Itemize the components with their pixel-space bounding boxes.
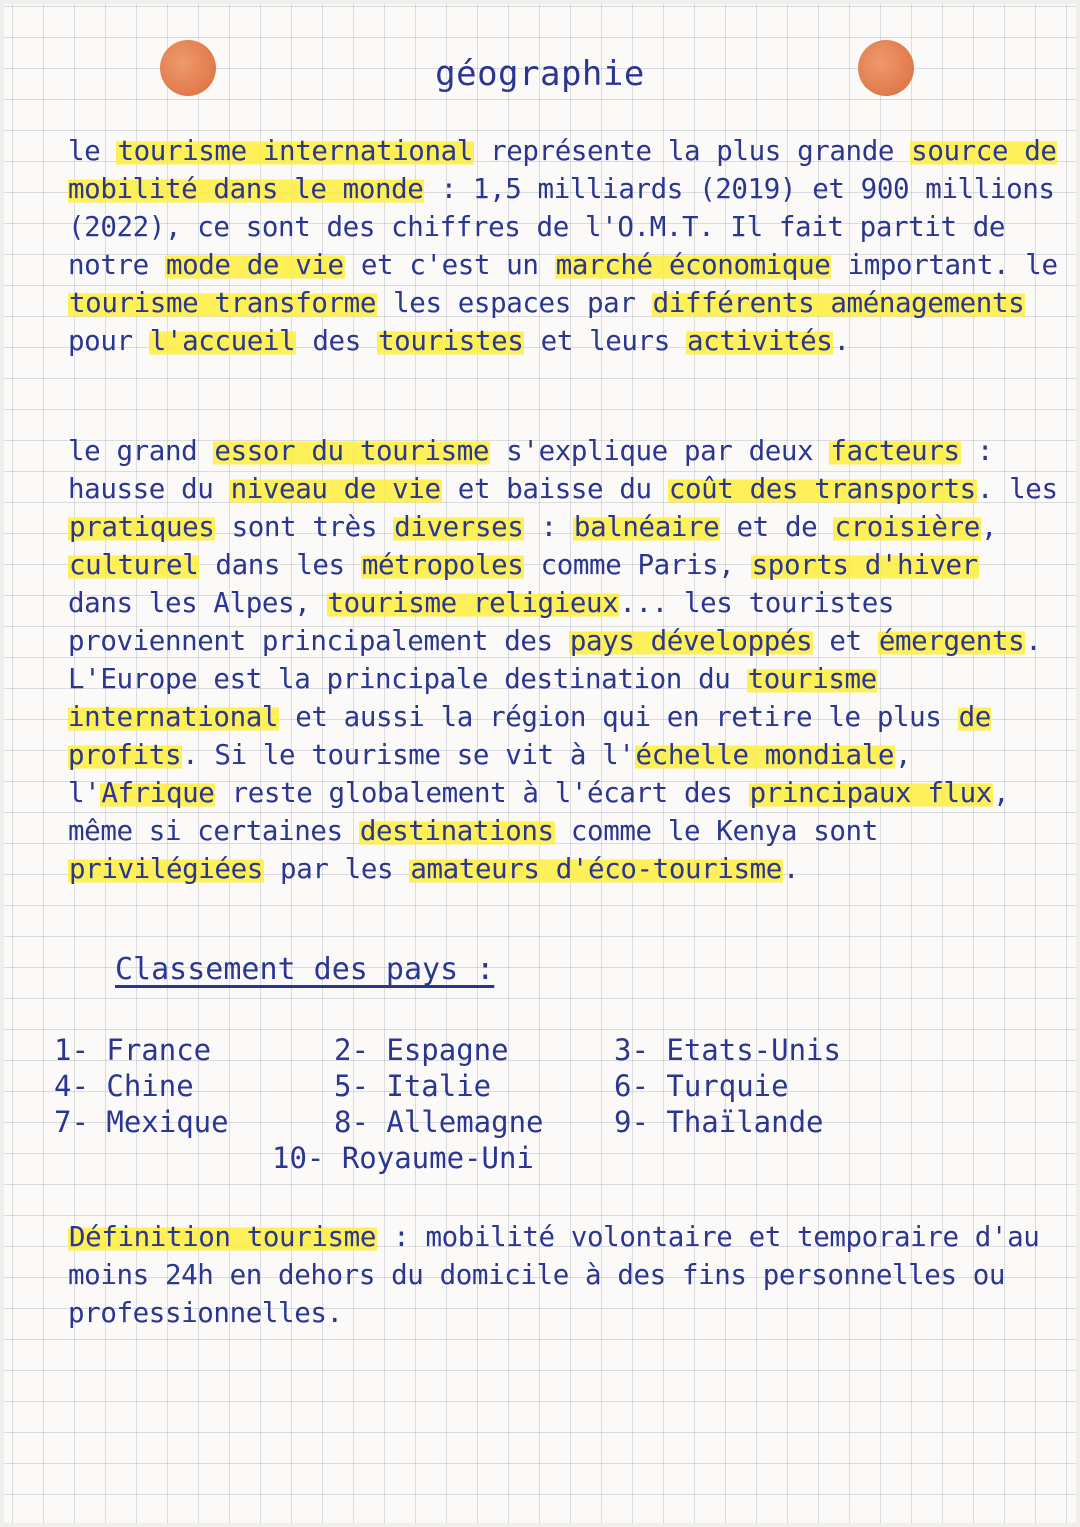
highlighted-text: Afrique [101, 777, 215, 809]
highlighted-text: facteurs [830, 435, 960, 467]
text-segment: reste globalement à l'écart des [215, 777, 749, 809]
text-segment: le grand [68, 435, 214, 467]
text-segment: , [980, 511, 998, 543]
highlighted-text: l'accueil [149, 325, 296, 357]
highlighted-text: coût des transports [668, 473, 976, 505]
text-segment: : mobilité volontaire et temporaire d'au moins 24h en dehors du domicile à des fins personnelles ou professionnelles. [68, 1221, 1040, 1329]
highlighted-text: diverses [394, 511, 524, 543]
highlighted-text: amateurs d'éco-tourisme [410, 853, 782, 885]
highlighted-text: principaux flux [749, 777, 992, 809]
text-segment: . Si le tourisme se vit à l' [182, 739, 635, 771]
country-ranking-list [54, 1032, 1014, 1176]
text-segment: et aussi la région qui en retire le plus [279, 701, 958, 733]
highlighted-text: culturel [69, 549, 199, 581]
text-segment: dans les Alpes, [68, 587, 327, 619]
paragraph-definition [68, 1218, 1058, 1332]
ranking-item: 2- Espagne [334, 1033, 509, 1067]
highlighted-text: échelle mondiale [635, 739, 895, 771]
highlighted-text: tourisme international [117, 135, 473, 167]
text-segment: représente la plus grande [473, 135, 911, 167]
highlighted-text: source de mobilité dans le monde [68, 135, 1057, 205]
text-segment: . les [976, 473, 1058, 505]
highlighted-text: pratiques [69, 511, 215, 543]
text-segment: : [524, 511, 573, 543]
text-segment: : hausse du [68, 435, 993, 505]
highlighted-text: Définition tourisme [69, 1221, 376, 1253]
text-segment: des [296, 325, 378, 357]
text-segment: s'explique par deux [490, 435, 830, 467]
text-segment: comme Paris, [524, 549, 751, 581]
text-segment: , même si certaines [68, 777, 1010, 847]
highlighted-text: émergents [878, 625, 1025, 657]
highlighted-text: touristes [378, 325, 524, 357]
ranking-item: 3- Etats-Unis [614, 1033, 841, 1067]
highlighted-text: croisière [834, 511, 980, 543]
text-segment: , l' [68, 739, 912, 809]
paragraph-intro [68, 132, 1058, 360]
text-segment: important. le [831, 249, 1058, 281]
text-segment: : 1,5 milliards (2019) et 900 millions (2022), ce sont des chiffres de l'O.M.T. Il fait partit de notre [68, 173, 1055, 281]
highlighted-text: essor du tourisme [214, 435, 490, 467]
highlighted-text: marché économique [555, 249, 831, 281]
ranking-item: 4- Chine [54, 1069, 194, 1103]
text-segment: . [833, 325, 850, 357]
ranking-item: 10- Royaume-Uni [272, 1141, 534, 1175]
highlighted-text: tourisme international [68, 663, 877, 733]
highlighted-text: destinations [359, 815, 554, 847]
highlighted-text: balnéaire [573, 511, 720, 543]
ranking-item: 8- Allemagne [334, 1105, 544, 1139]
highlighted-text: niveau de vie [230, 473, 441, 505]
text-segment: par les [263, 853, 410, 885]
highlighted-text: mode de vie [165, 249, 344, 281]
text-segment: comme le Kenya sont [554, 815, 878, 847]
text-segment: ... les touristes proviennent principalement des [68, 587, 895, 657]
ranking-item: 1- France [54, 1033, 212, 1067]
text-segment: les espaces par [376, 287, 652, 319]
text-segment: . L'Europe est la principale destination du [68, 625, 1042, 695]
text-segment: dans les [199, 549, 361, 581]
ranking-item: 9- Thaïlande [614, 1105, 824, 1139]
highlighted-text: tourisme transforme [69, 287, 376, 319]
text-segment: le [68, 135, 117, 167]
highlighted-text: de profits [68, 701, 991, 771]
ranking-item: 5- Italie [334, 1069, 492, 1103]
ranking-item: 7- Mexique [54, 1105, 229, 1139]
highlighted-text: privilégiées [69, 853, 263, 885]
text-segment: sont très [215, 511, 394, 543]
text-segment: pour [68, 325, 149, 357]
text-segment: et baisse du [441, 473, 668, 505]
text-segment: . [782, 853, 800, 885]
paragraph-essor [68, 432, 1058, 888]
highlighted-text: activités [687, 325, 833, 357]
highlighted-text: sports d'hiver [751, 549, 978, 581]
text-segment: et [813, 625, 878, 657]
text-segment: et c'est un [344, 249, 555, 281]
page-title: géographie [435, 54, 645, 94]
highlighted-text: différents aménagements [652, 287, 1025, 319]
text-segment: et leurs [524, 325, 687, 357]
ranking-item: 6- Turquie [614, 1069, 789, 1103]
highlighted-text: tourisme religieux [327, 587, 619, 619]
highlighted-text: pays développés [569, 625, 813, 657]
ranking-heading: Classement des pays : [115, 952, 495, 987]
text-segment: et de [720, 511, 834, 543]
highlighted-text: métropoles [361, 549, 524, 581]
